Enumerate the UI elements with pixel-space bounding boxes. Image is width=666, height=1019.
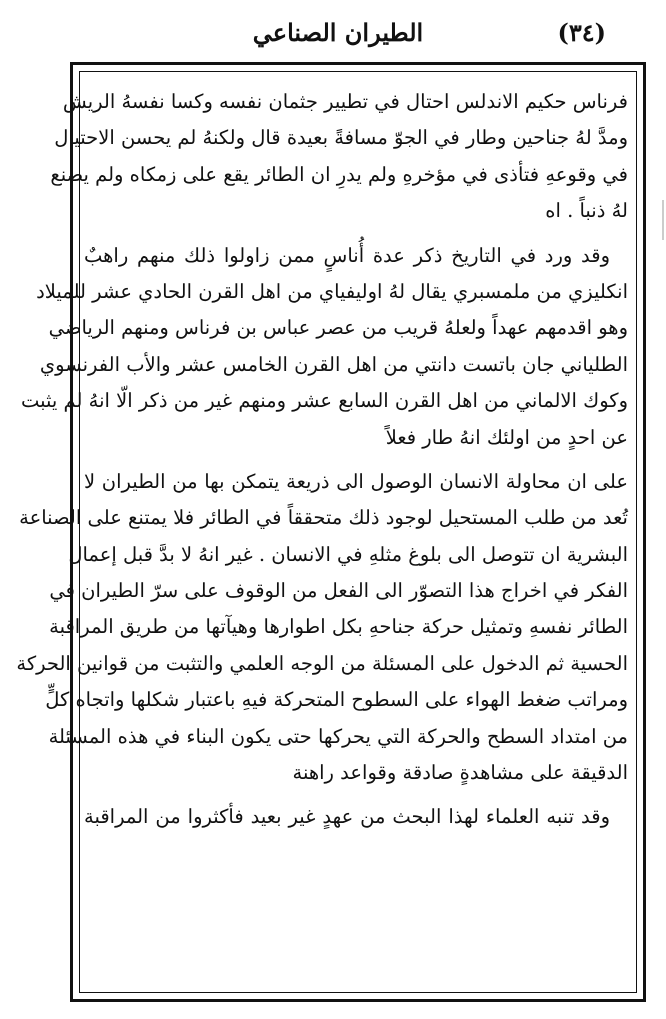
paragraph-4	[84, 799, 628, 835]
text-line: ومراتب ضغط الهواء على السطوح المتحركة فيهِ باعتبار شكلها واتجاه كلٍّ	[45, 688, 628, 712]
paragraph-gap	[84, 230, 628, 238]
text-line: عن احدٍ من اولئك انهُ طار فعلاً	[385, 425, 628, 449]
text-line: الطائر نفسهِ وتمثيل حركة جناحهِ بكل اطوارها وهيآتها من طريق المراقبة	[49, 615, 628, 639]
text-line: انكليزي من ملمسبري يقال لهُ اوليفياي من اهل القرن الحادي عشر للميلاد	[36, 279, 628, 303]
paragraph-1	[50, 84, 628, 230]
running-title: الطيران الصناعي	[252, 18, 424, 47]
text-line: في وقوعهِ فتأذى في مؤخرهِ ولم يدرِ ان الطائر يقع على زمكاه ولم يصنع	[50, 162, 628, 186]
text-line: على ان محاولة الانسان الوصول الى ذريعة يتمكن بها من الطيران لا	[84, 469, 628, 493]
text-line: الطلياني جان باتست دانتي من اهل القرن الخامس عشر والأب الفرنسوي	[39, 352, 628, 376]
paragraph-3	[16, 464, 628, 792]
text-line: ومدَّ لهُ جناحين وطار في الجوّ مسافةً بعيدة قال ولكنهُ لم يحسن الاحتيال	[54, 126, 628, 150]
text-line: الدقيقة على مشاهدةٍ صادقة وقواعد راهنة	[292, 761, 628, 785]
text-line: وقد ورد في التاريخ ذكر عدة أُناسٍ ممن زاولوا ذلك منهم راهبٌ	[84, 243, 610, 267]
paragraph-2	[20, 238, 628, 456]
text-line: من امتداد السطح والحركة التي يحركها حتى يكون البناء في هذه المسئلة	[48, 724, 628, 748]
text-body	[16, 84, 628, 836]
text-line: البشرية ان تتوصل الى بلوغ مثلهِ في الانسان . غير انهُ لا بدَّ قبل إعمال	[68, 542, 628, 566]
text-line: وهو اقدمهم عهداً ولعلهُ قريب من عصر عباس بن فرناس ومنهم الرياضي	[48, 316, 628, 340]
text-line: تُعد من طلب المستحيل لوجود ذلك متحققاً في الطائر فلا يمتنع على الصناعة	[19, 506, 628, 530]
text-line: الحسية ثم الدخول على المسئلة من الوجه العلمي والتثبت من قوانين الحركة	[16, 651, 628, 675]
running-head	[50, 14, 626, 54]
text-line: فرناس حكيم الاندلس احتال في تطيير جثمان نفسه وكسا نفسهُ الريش	[62, 90, 628, 113]
text-line: الفكر في اخراج هذا التصوّر الى الفعل من الوقوف على سرّ الطيران في	[49, 579, 628, 603]
text-line: وكوك الالماني من اهل القرن السابع عشر ومنهم غير من ذكر الّا انهُ لم يثبت	[20, 389, 628, 413]
text-line: لهُ ذنباً . اه	[545, 199, 628, 223]
page-number: (٣٤)	[557, 18, 606, 47]
paragraph-gap	[84, 456, 628, 464]
margin-mark	[662, 200, 664, 240]
paragraph-gap	[84, 791, 628, 799]
text-line: وقد تنبه العلماء لهذا البحث من عهدٍ غير بعيد فأكثروا من المراقبة	[84, 805, 610, 829]
